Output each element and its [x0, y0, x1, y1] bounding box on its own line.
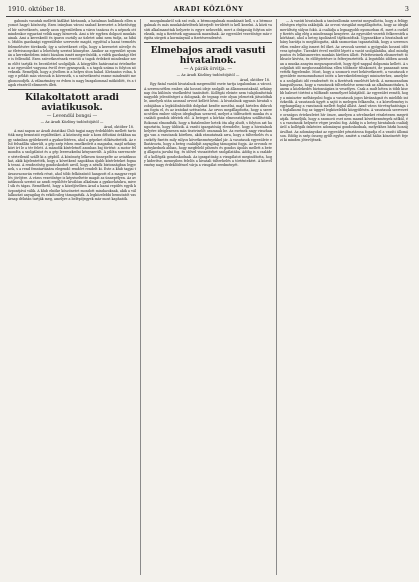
column-1	[8, 19, 136, 577]
body-text: A mai napon az Aradi Aviatikai Club tagjai nagy érdeklődés mellett tartották meg bemutató repülésüket. A közönség már a kora délutáni órákban nagy számban gyülekezett a gyakorlótéren, ahol a gépeket előkészítették. Az első felszállás sikerült, a gép szép ívben emelkedett a magasba, majd néhány kört írt le a tér felett. A második kísérletnél azonban baj történt: a motor felmondta a szolgálatot és a gép leereszkedni kényszerült. A pilóta szerencsére sértetlenül szállt ki a gépből. A közönség lelkesen ünnepelte az aviatikusokat, akik kijelentették, hogy a következő napokban újabb kísérleteket fognak tenni. A rendezőség gondoskodott arról, hogy a nézők biztonságban legyenek, s a rend fenntartására elegendő rendőrt rendelt ki. Este a klub tagjai társasvacsorán vettek részt, ahol több felköszöntő hangzott el a magyar repülés jövőjére. A város vezetősége is képviseltette magát az ünnepélyen. Az aviatikusok szerint az aradi repülőtér kiválóan alkalmas a gyakorlatokra, mivel sík és tágas. Remélhető, hogy a közeljövőben Arad a hazai repülés egyik központjává válik. A klub elnöke köszönetet mondott mindazoknak, akik a vállalkozást anyagilag és erkölcsileg támogatták. A legközelebbi bemutatót vasárnap délután tartják meg, amelyre a belépőjegyek már most kaphatók.	[8, 129, 136, 201]
issue-date: 1910. október 18.	[8, 5, 66, 13]
newspaper-title: ARADI KÖZLÖNY	[173, 5, 244, 13]
page-header	[6, 4, 411, 17]
article-headline: Kilakoltatott aradi aviatikusok.	[25, 92, 119, 113]
article-headline: Elmebajos aradi vasuti hivatalnok.	[150, 45, 266, 67]
article-subhead: — Levendül bongsi —	[46, 114, 98, 119]
divider	[8, 89, 136, 90]
column-rule	[140, 19, 141, 575]
article-continuation	[144, 19, 272, 40]
body-text: mozgalmakról sok szó esik, a bérmozgalmak munkásait kell, s a bérmozgalmak és más munkáskérdések kiterjedt területét is kell kezelni. A közti vasúti alkalmazottak helyzete is egyre nehezebb, mert a drágaság folyton növekszik, míg a fizetések ugyanazok maradnak. Az egyesület vezetősége már régóta sürgeti a kormánynál a fizetésrendezést.	[144, 19, 272, 40]
newspaper-page	[6, 4, 411, 578]
divider	[144, 42, 272, 43]
article-dateline: Arad, október 18.	[103, 124, 134, 129]
article-body	[144, 82, 272, 167]
column-2	[144, 19, 272, 577]
column-rule	[276, 19, 277, 575]
article-body	[280, 19, 408, 142]
article-subhead: — A párák örvitja. —	[183, 67, 233, 73]
article-body	[8, 129, 136, 201]
column-3	[280, 19, 408, 577]
article-continuation	[8, 19, 136, 87]
body-text: — A vasúti hivatalnok a tanúvallomás szerint megvallotta, hogy a felügyelőségen régóta zaklatják. Az orvosi vizsgálat megállapította, hogy az idegkimerültség súlyos fokú. A családja a legnagyobb nyomorban él, mert a csekély fizetés alig elég a mindennapi kenyérre. Az egyesület vezetői felkeresték a kórházat, ahol a beteg ápolásáról tájékozódtak. Ugyanekkor a hivatalnok néhány barátja is meglátogatta, akik szomorúan tapasztalták, hogy a szerencsétlen ember alig ismeri fel őket. Az orvosok szerint a gyógyulás hosszú időt vesz igénybe. Tizenkét évvel ezelőtt lépett a vasút szolgálatába, ahol mindig pontos és lelkiismeretes munkás hírében állott. Feletteseinek elismerését többször kivívta, és előléptetésre is felterjesztették. A legutóbbi időben azonban a munka annyira megszaporodott, hogy éjjel-nappal dolgoznia kellett. A szolgálati idő meghosszabbítása ellen többször tiltakozott, de panaszait nem vették figyelembe. Most, hogy a szomorú eset bekövetkezett, a vasutasok egyesülete memorandumot intéz a kereskedelemügyi miniszterhez, amelyben a szolgálati idő rendezését és a fizetések emelését kérik. A memorandum hangsúlyozza, hogy a vasutasok túlterhelése nemcsak az alkalmazottakra, hanem a közlekedés biztonságára is veszélyes. Csak a mult héten is több kisebb baleset történt a túlfáradt személyzet hibájából. Az egyesület reméli, hogy a miniszter méltányolni fogja a vasutasok jogos kívánságait és mielőbb intézkedik. A vasutasok ügyét a sajtó is melegen felkarolta, s a közvélemény is egyhangúlag a vasutasok mellett foglal állást. Arad város törvényhatósága is foglalkozni fog az üggyel legközelebbi közgyűlésén. A vasutasok szervezete országos értekezletet hív össze, amelyen a sérelmeket részletesen megvitatják. Reméljük, hogy a szomorú eset nem marad következmények nélkül, és a vasutasok helyzete végre javulni fog. Addig is a beteg hivatalnok családjáról a kollégák önkéntes adományai gondoskodnak, melyekhez bárki hozzájárulhat. Az adományokat az egyesület pénztárosa fogadja el a vasúti állomáson. Eddig is szép összeg gyűlt egybe, amiért a család hálás köszönetét fejezi ki minden jótevőjének.	[280, 19, 408, 142]
body-text: Egy fiatal vasúti hivatalnok megrendítő esete tartja izgalomban a várost. A szerencsétlen ember, aki hosszú ideje szolgált az államvasutaknál, néhány nap óta különös viselkedést tanúsított. Kollégái eleinte nem tulajdonítottak nagyobb jelentőséget a dolognak, de tegnap este olyan jelenetek játszódtak le, amelyek után azonnal orvost kellett hívni. A hivatalnok ugyanis hivatali szobájában a legkülönbözőbb dolgokat kezdte mesélni, majd hirtelen dühroham fogta el, és az iratokat szétszórta. Az orvos megállapította, hogy a szerencsétlen ember súlyos idegbajban szenved, melyet a túlfeszített munka és a családi gondok idéztek elő. A beteget a kórház elmeosztályára szállították. Rokonai elmondták, hogy a fiatalember hetek óta alig aludt, s folyton azt hangoztatta, hogy üldözik. A vasúti igazgatóság elrendelte, hogy a hivatalnok helyére ideiglenesen más tisztviselőt osszanak be. Az esetnek nagy visszhangja van a vasutasok körében, akik rámutatnak arra, hogy a túlterhelés és a csekély fizetés mily súlyos következményekkel jár. A vasutasok egyesülete elhatározta, hogy a beteg családját anyagilag támogatni fogja. Az orvosok reménykednek abban, hogy megfelelő pihenés és gondos ápolás mellett a beteg állapota javulni fog, és idővel visszatérhet szolgálatába. Addig is a családról a kollégák gondoskodnak. Az igazgatóság a vizsgálatot megindította, hogy kiderítse, mennyiben felelős a hivatali túlterhelés a történtekért. A közvélemény nagy érdeklődéssel várja a vizsgálat eredményét.	[144, 82, 272, 167]
article-byline: — Az Aradi Közlöny tudósítójától —	[176, 73, 240, 78]
body-text: gabonás vasutak melletti kiállást kívánunk, a hatalmas hullámok ellen nyomot hagyó közösség. Ezen irányban városi szabad keresetet a lehetőséggel bír szövetkezés, amely azon egyesületben a város tanácsa és a népnek ott mindenkor egyaránt velük nagy hírnevek. Ami a tér egyben dolgozó munkásainak. Ami a kereskedő és iparos osztály az üzletet adni nem tudja, az hibás. Midőn gazdasági egyesülésbe szervezte magát, egyúttal a hazai termelés felemelésére törekszik; így a szövetkezet célja, hogy a keresetet növelje és az életviszonyokat a lehetőség szerint könnyítse. Amikor az egyesület nyomán a kereskedelem iránti bizalom ismét megerősödik, a vidék gazdasági élete is fellendül. Ezen szövetkezésnek vezetői a tagok érdekeit mindenkor szem előtt tartják és becsülettel szolgálják. A közgyűlés határozatai értelmében az egyesület vagyona évről évre gyarapszik, s a tagok száma is folyton növekszik. Reméljük, hogy a jövőben is a helyes úton halad. Kívánatos volna, hogy e példát más városok is kövessék, s a szövetkezési eszme mindenütt meghonosodjék. A választmány ez évben is nagy buzgalommal működött, és a tagok részéről elismerés illeti.	[8, 19, 136, 87]
article-dateline: Arad, október 18.	[239, 77, 270, 82]
page-number: 3	[404, 5, 409, 13]
article-byline: — Az Aradi Közlöny tudósítójától —	[40, 120, 104, 124]
